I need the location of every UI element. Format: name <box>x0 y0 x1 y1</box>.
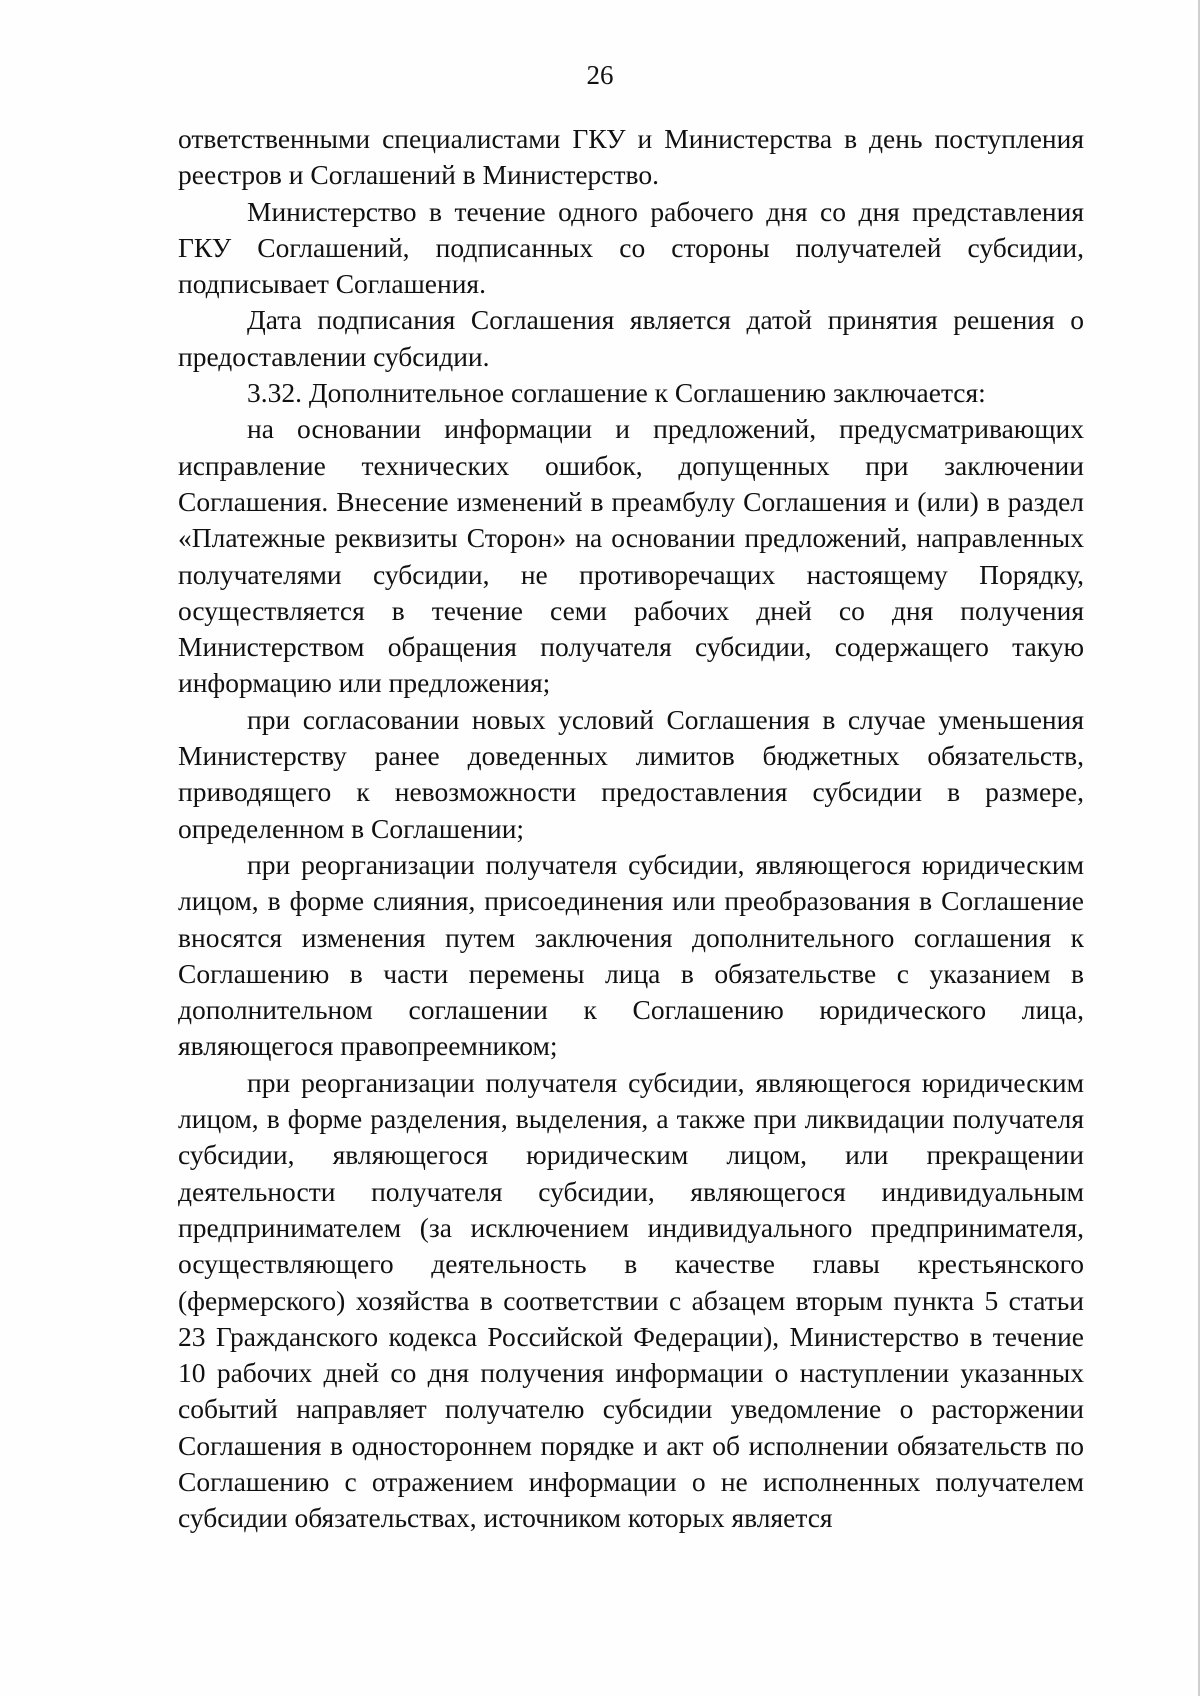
paragraph: на основании информации и предложений, предусматривающих исправление технических ошибок, допущенных при заключении Соглашения. Внесение изменений в преамбулу Соглашения и (или) в раздел «Платежные реквизиты Сторон» на основании предложений, направленных получателями субсидии, не противоречащих настоящему Порядку, осуществляется в течение семи рабочих дней со дня получения Министерством обращения получателя субсидии, содержащего такую информацию или предложения; <box>178 413 1084 699</box>
paragraph: при реорганизации получателя субсидии, являющегося юридическим лицом, в форме слияния, присоединения или преобразования в Соглашение вносятся изменения путем заключения дополнительного соглашения к Соглашению в части перемены лица в обязательстве с указанием в дополнительном соглашении к Соглашению юридического лица, являющегося правопреемником; <box>178 848 1084 1062</box>
paragraph: Министерство в течение одного рабочего дня со дня представления ГКУ Соглашений, подписанных со стороны получателей субсидии, подписывает Соглашения. <box>178 195 1084 300</box>
paragraph: при реорганизации получателя субсидии, являющегося юридическим лицом, в форме разделения, выделения, а также при ликвидации получателя субсидии, являющегося юридическим лицом, или прекращении деятельности получателя субсидии, являющегося индивидуальным предпринимателем (за исключением индивидуального предпринимателя, осуществляющего деятельность в качестве главы крестьянского (фермерского) хозяйства в соответствии с абзацем вторым пункта 5 статьи 23 Гражданского кодекса Российской Федерации), Министерство в течение 10 рабочих дней со дня получения информации о наступлении указанных событий направляет получателю субсидии уведомление о расторжении Соглашения в одностороннем порядке и акт об исполнении обязательств по Соглашению с отражением информации о не исполненных получателем субсидии обязательствах, источником которых является <box>178 1066 1084 1534</box>
section-heading-3-32: 3.32. Дополнительное соглашение к Соглашению заключается: <box>247 377 986 409</box>
paragraph: при согласовании новых условий Соглашения в случае уменьшения Министерству ранее доведенных лимитов бюджетных обязательств, приводящего к невозможности предоставления субсидии в размере, определенном в Соглашении; <box>178 703 1084 844</box>
paragraph-continuation: ответственными специалистами ГКУ и Министерства в день поступления реестров и Соглашений в Министерство. <box>178 123 1084 191</box>
paragraph: Дата подписания Соглашения является датой принятия решения о предоставлении субсидии. <box>178 304 1084 372</box>
document-body <box>178 121 1084 1537</box>
page-number: 26 <box>586 60 614 90</box>
